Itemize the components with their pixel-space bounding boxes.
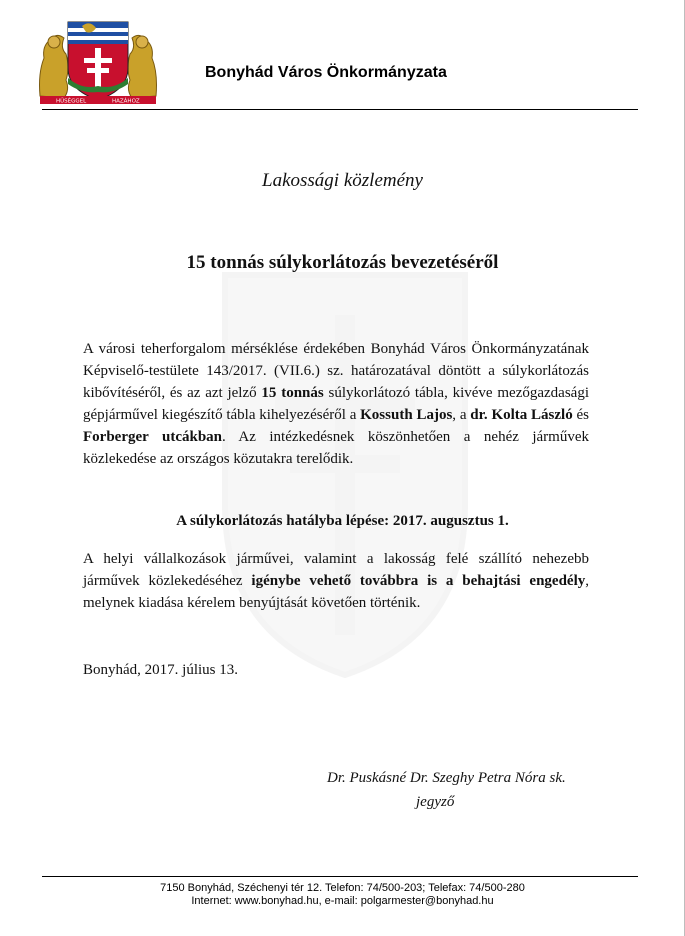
crest-ribbon-left: HŰSÉGGEL: [56, 98, 87, 104]
p3-text-1: A helyi vállalkozások járművei, valamint a lakosság felé szállító nehezebb járművek közlekedéséhez: [83, 551, 589, 589]
crest-ribbon-right: HAZÁHOZ: [112, 98, 140, 104]
paragraph-permit: [83, 548, 589, 614]
p1-bold-street-1: Kossuth Lajos: [360, 407, 453, 423]
document-title: 15 tonnás súlykorlátozás bevezetéséről: [186, 252, 499, 273]
paragraph-decision: [83, 338, 589, 470]
organization-name: Bonyhád Város Önkormányzata: [205, 64, 447, 81]
p3-text-2: , melynek kiadása kérelem benyújtását követően történik.: [83, 573, 589, 611]
p1-bold-street-2: dr. Kolta László: [470, 407, 573, 423]
header-divider: [42, 109, 638, 110]
crest-watermark: [195, 255, 495, 685]
footer-divider: [42, 876, 638, 877]
p1-text-2: súlykorlátozó tábla, kivéve mezőgazdasági gépjárművel kiegészítő tábla kihelyezéséről a: [83, 385, 589, 423]
footer-address: 7150 Bonyhád, Széchenyi tér 12. Telefon: 74/500-203; Telefax: 74/500-280: [160, 882, 525, 894]
p1-bold-weight: 15 tonnás: [261, 385, 324, 401]
p1-text-5: . Az intézkedésnek köszönhetően a nehéz járművek közlekedése az országos közutakra terelődik.: [83, 429, 589, 467]
footer-contact: Internet: www.bonyhad.hu, e-mail: polgarmester@bonyhad.hu: [191, 895, 494, 907]
p3-bold-permit: igénybe vehető továbbra is a behajtási engedély: [251, 573, 586, 589]
issue-date: Bonyhád, 2017. július 13.: [83, 662, 239, 678]
document-type: Lakossági közlemény: [262, 170, 423, 191]
signatory-name: Dr. Puskásné Dr. Szeghy Petra Nóra sk.: [327, 770, 566, 786]
p1-bold-street-3: Forberger utcákban: [83, 429, 223, 445]
p1-text-3: , a: [452, 407, 471, 423]
effective-date-notice: A súlykorlátozás hatályba lépése: 2017. augusztus 1.: [176, 513, 509, 529]
city-crest-logo: [36, 18, 160, 104]
p1-text-1: A városi teherforgalom mérséklése érdekében Bonyhád Város Önkormányzatának Képviselő-testülete 143/2017. (VII.6.) sz. határozatával döntött a súlykorlátozás kibővítéséről, és az azt jelző: [83, 341, 589, 401]
p1-text-4: és: [572, 407, 590, 423]
signatory-title: jegyző: [416, 794, 455, 810]
